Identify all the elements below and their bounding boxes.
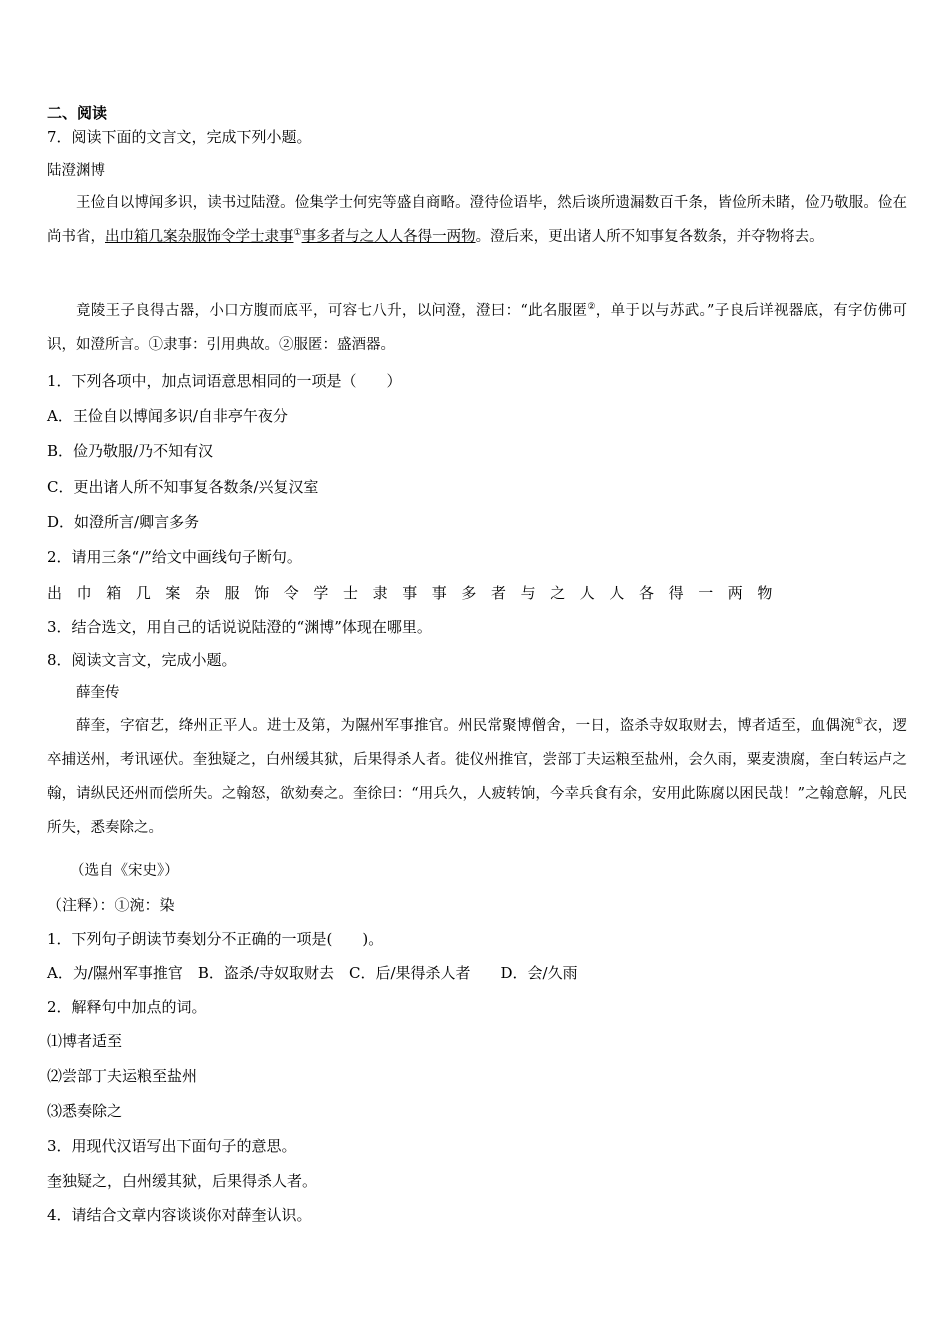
q7-option-b: B．俭乃敬服/乃不知有汉: [47, 442, 214, 460]
q7-p2-text-b: ，单于以与苏武。”子良后详视器底，有字仿佛可识，如澄所言。①隶事：引用典故。②服匿：盛酒器。: [47, 303, 907, 353]
q7-p1-text-a: 王俭自以博闻多识，读书过陆澄。俭集学士何宪等盛自商略。澄待俭语毕，然后谈所遗漏数百千条，皆俭所未睹，俭乃敬服。俭在尚书省，: [47, 195, 907, 245]
q7-passage-paragraph-2: [47, 294, 907, 362]
q7-option-a: A．王俭自以博闻多识/自非亭午夜分: [47, 407, 288, 425]
q8-item-1: ⑴博者适至: [47, 1032, 123, 1050]
q8-p1-text-a: 薛奎，字宿艺，绛州正平人。进士及第，为隰州军事推官。州民常聚博僧舍，一日，盗杀寺奴取财去，博者适至，血偶涴: [76, 718, 855, 734]
q7-option-c: C．更出诸人所不知事复各数条/兴复汉室: [47, 478, 319, 496]
q8-item-3: ⑶悉奏除之: [47, 1102, 123, 1120]
q8-sub-question-1: 1．下列句子朗读节奏划分不正确的一项是( )。: [47, 930, 384, 948]
q8-passage-paragraph: [47, 709, 907, 845]
q8-annotation: （注释）：①涴：染: [47, 896, 175, 914]
q7-prompt: 7．阅读下面的文言文，完成下列小题。: [47, 128, 312, 146]
q7-option-d: D．如澄所言/卿言多务: [47, 513, 200, 531]
q8-item-2: ⑵尝部丁夫运粮至盐州: [47, 1067, 198, 1085]
q8-source: （选自《宋史》）: [70, 863, 179, 879]
q7-underlined-sentence-a: 出巾箱几案杂服饰令学士隶事: [105, 229, 294, 245]
q7-underlined-sentence-b: 事多者与之人人各得一两物: [301, 229, 476, 245]
q8-sub-question-2: 2．解释句中加点的词。: [47, 998, 207, 1016]
q7-sentence-to-punctuate: 出巾箱几案杂服饰令学士隶事事多者与之人人各得一两物: [47, 584, 788, 602]
q8-footnote-marker-1: ①: [854, 717, 864, 728]
q7-sub-question-2: 2．请用三条“/”给文中画线句子断句。: [47, 548, 302, 566]
q8-passage-title: 薛奎传: [76, 685, 120, 701]
q7-p2-text-a: 竟陵王子良得古器，小口方腹而底平，可容七八升，以问澄，澄曰：“此名服匿: [76, 303, 588, 319]
q7-footnote-marker-2: ②: [587, 302, 596, 313]
section-heading: 二、阅读: [47, 104, 108, 122]
q7-passage-paragraph-1: [47, 186, 907, 254]
q8-options-line: A．为/隰州军事推官 B．盗杀/寺奴取财去 C．后/果得杀人者 D．会/久雨: [47, 964, 578, 982]
q8-p1-text-b: 衣，逻卒捕送州，考讯诬伏。奎独疑之，白州缓其狱，后果得杀人者。徙仪州推官，尝部丁夫运粮至盐州，会久雨，粟麦溃腐，奎白转运卢之翰，请纵民还州而偿所失。之翰怒，欲劾奏之。奎徐曰：“用兵久，人疲转饷，今幸兵食有余，安用此陈腐以困民哉！”之翰意解，凡民所失，悉奏除之。: [47, 718, 907, 836]
q7-footnote-marker-1: ①: [293, 228, 302, 239]
q8-sentence-to-translate: 奎独疑之，白州缓其狱，后果得杀人者。: [47, 1172, 318, 1190]
q7-sub-question-3: 3．结合选文，用自己的话说说陆澄的“渊博”体现在哪里。: [47, 618, 432, 636]
q7-sub-question-1: 1．下列各项中，加点词语意思相同的一项是（ ）: [47, 372, 402, 390]
q7-p1-text-b: 。澄后来，更出诸人所不知事复各数条，并夺物将去。: [475, 229, 824, 245]
q7-passage-title: 陆澄渊博: [47, 163, 105, 179]
q8-sub-question-4: 4．请结合文章内容谈谈你对薛奎认识。: [47, 1206, 312, 1224]
q8-sub-question-3: 3．用现代汉语写出下面句子的意思。: [47, 1137, 297, 1155]
q8-prompt: 8．阅读文言文，完成小题。: [47, 651, 237, 669]
